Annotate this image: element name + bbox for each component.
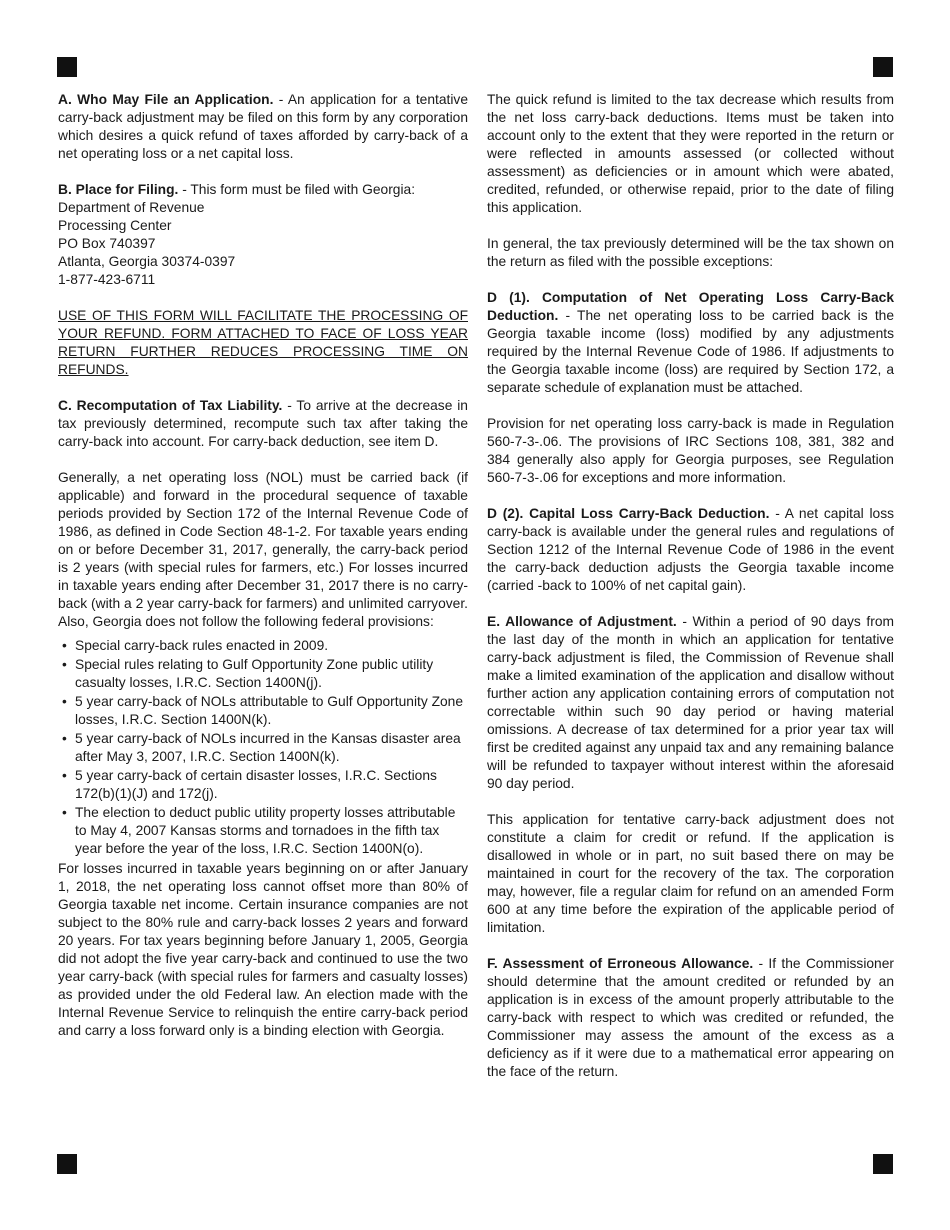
section-d2-heading: D (2). Capital Loss Carry-Back Deduction.: [487, 506, 770, 521]
quick-refund-paragraph: The quick refund is limited to the tax decrease which results from the net loss carry-back deductions. Items must be taken into account only to the extent that they were reported in the return or were reflected in amounts assessed (or collected without assessment) as deficiencies or in amount which were abated, credited, refunded, or otherwise repaid, prior to the date of filing this application.: [487, 92, 894, 215]
section-d2: [487, 505, 894, 595]
section-f-heading: F. Assessment of Erroneous Allowance.: [487, 956, 754, 971]
list-item: • 5 year carry-back of NOLs incurred in the Kansas disaster area after May 3, 2007, I.R.C. Section 1400N(k).: [58, 730, 468, 766]
section-b-heading: B. Place for Filing.: [58, 182, 179, 197]
section-c-body: - To arrive at the decrease in tax previously determined, recompute such tax after taking the carry-back into account. For carry-back deduction, see item D.: [58, 398, 468, 449]
section-c: [58, 397, 468, 451]
list-item: • The election to deduct public utility property losses attributable to May 4, 2007 Kansas storms and tornadoes in the fifth tax year before the year of the loss, I.R.C. Section 1400N(o).: [58, 804, 468, 858]
section-d1: [487, 289, 894, 397]
registration-mark-bottom-right: [873, 1154, 893, 1174]
section-e: [487, 613, 894, 793]
section-d2-body: - A net capital loss carry-back is available under the general rules and regulations of Section 1212 of the Internal Revenue Code of 1986 in the event the carry-back deduction adjusts the Georgia taxable income (carried -back to 100% of net capital gain).: [487, 506, 894, 593]
mailing-address: [58, 199, 468, 289]
section-d1-heading: D (1). Computation of Net Operating Loss Carry-Back Deduction.: [487, 290, 894, 323]
list-item: • 5 year carry-back of certain disaster losses, I.R.C. Sections 172(b)(1)(J) and 172(j).: [58, 767, 468, 803]
claim-paragraph: This application for tentative carry-back adjustment does not constitute a claim for credit or refund. If the application is disallowed in whole or in part, no suit based there on may be maintained in court for the recovery of the tax. The corporation may, however, file a regular claim for refund on an amended Form 600 at any time before the expiration of the applicable period of limitation.: [487, 812, 894, 935]
in-general-paragraph: In general, the tax previously determined will be the tax shown on the return as filed with the possible exceptions:: [487, 236, 894, 269]
section-c-heading: C. Recomputation of Tax Liability.: [58, 398, 283, 413]
section-b-body: - This form must be filed with Georgia:: [178, 182, 416, 197]
address-line: Processing Center: [58, 218, 172, 233]
registration-mark-top-left: [57, 57, 77, 77]
address-line: PO Box 740397: [58, 236, 156, 251]
registration-mark-bottom-left: [57, 1154, 77, 1174]
list-item: • Special rules relating to Gulf Opportunity Zone public utility casualty losses, I.R.C. Section 1400N(j).: [58, 656, 468, 692]
section-a: [58, 91, 468, 163]
losses-2018-paragraph: For losses incurred in taxable years beginning on or after January 1, 2018, the net operating loss cannot offset more than 80% of Georgia taxable net income. Certain insurance companies are not subject to the 80% rule and carry-back losses 2 years and forward 20 years. For tax years beginning before January 1, 2005, Georgia did not adopt the five year carry-back and continued to use the two year carry-back (with special rules for farmers and casualty losses) as provided under the old Federal law. An election made with the Internal Revenue Service to relinquish the entire carry-back period and carry a loss forward only is a binding election with Georgia.: [58, 861, 468, 1038]
phone-number: 1-877-423-6711: [58, 272, 156, 287]
registration-mark-top-right: [873, 57, 893, 77]
federal-provisions-list: [58, 637, 468, 858]
nol-carryback-rules: Generally, a net operating loss (NOL) must be carried back (if applicable) and forward in the procedural sequence of taxable periods provided by Section 172 of the Internal Revenue Code of 1986, as defined in Code Section 48-1-2. For taxable years ending on or before December 31, 2017, generally, the carry-back period is 2 years (with special rules for farmers, etc.) For losses incurred in taxable years ending after December 31, 2017 there is no carry-back (with a 2 year carry-back for farmers) and unlimited carryover. Also, Georgia does not follow the following federal provisions:: [58, 470, 468, 629]
address-line: Department of Revenue: [58, 200, 205, 215]
section-d1-body: - The net operating loss to be carried back is the Georgia taxable income (loss) modified by any adjustments required by the Internal Revenue Code of 1986. If adjustments to the Georgia taxable income (loss) are required by Section 172, a separate schedule of explanation must be attached.: [487, 308, 894, 395]
section-a-heading: A. Who May File an Application.: [58, 92, 274, 107]
section-a-body: - An application for a tentative carry-back adjustment may be filed on this form by any corporation which desires a quick refund of taxes afforded by carry-back of a net operating loss or a net capital loss.: [58, 92, 469, 161]
section-f-body: - If the Commissioner should determine that the amount credited or refunded by an application is in excess of the amount properly attributable to the carry-back with respect to which was credited or refunded, the Commissioner may assess the amount of the excess as a deficiency as if it were due to a mathematical error appearing on the face of the return.: [487, 956, 894, 1079]
left-column: [58, 91, 468, 1040]
section-e-body: - Within a period of 90 days from the last day of the month in which an application for tentative carry-back adjustment is filed, the Commission of Revenue shall make a limited examination of the application and disallow without further action any application containing errors of computation not correctable within such 90 day period or having material omissions. A decrease of tax determined for a prior year tax will first be credited against any unpaid tax and any remaining balance will be refunded to taxpayer without interest within the aforesaid 90 day period.: [487, 614, 894, 791]
usage-notice: USE OF THIS FORM WILL FACILITATE THE PROCESSING OF YOUR REFUND. FORM ATTACHED TO FACE OF LOSS YEAR RETURN FURTHER REDUCES PROCESSING TIME ON REFUNDS.: [58, 308, 468, 377]
section-f: [487, 955, 894, 1081]
right-column: [487, 91, 894, 1081]
provision-paragraph: Provision for net operating loss carry-back is made in Regulation 560-7-3-.06. The provisions of IRC Sections 108, 381, 382 and 384 generally also apply for Georgia purposes, see Regulation 560-7-3-.06 for exceptions and more information.: [487, 416, 894, 485]
section-e-heading: E. Allowance of Adjustment.: [487, 614, 677, 629]
list-item: • 5 year carry-back of NOLs attributable to Gulf Opportunity Zone losses, I.R.C. Section 1400N(k).: [58, 693, 468, 729]
list-item: • Special carry-back rules enacted in 2009.: [58, 637, 468, 655]
section-b: [58, 181, 468, 199]
address-line: Atlanta, Georgia 30374-0397: [58, 254, 236, 269]
